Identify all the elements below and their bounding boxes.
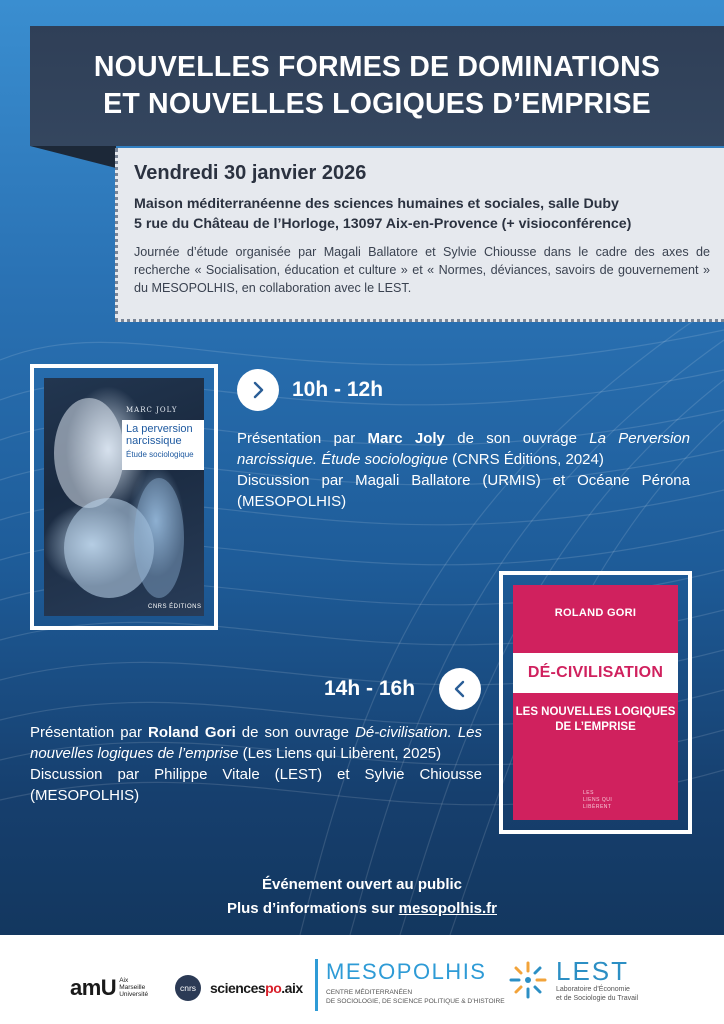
event-date: Vendredi 30 janvier 2026 — [134, 162, 367, 184]
mesopolhis-name: MESOPOLHIS — [326, 959, 487, 984]
book2-subtitle-line-2: DE L’EMPRISE — [555, 721, 636, 733]
amu-sub-2: Marseille — [119, 984, 146, 991]
cover-art-shape — [134, 478, 184, 598]
session2-work: Dé-civilisation. Les nouvelles logiques de l’emprise — [30, 724, 482, 762]
venue-line-2: 5 rue du Château de l’Horloge, 13097 Aix-en-Provence (+ visioconférence) — [134, 216, 632, 232]
session2-speaker: Roland Gori — [148, 724, 236, 741]
book2-subtitle-line-1: LES NOUVELLES LOGIQUES — [515, 706, 676, 718]
banner-fold — [30, 146, 116, 168]
session1-after: (CNRS Éditions, 2024) — [447, 451, 604, 468]
amu-sub-1: Aix — [119, 977, 129, 984]
book2-publisher — [583, 790, 612, 811]
mesopolhis-link[interactable]: mesopolhis.fr — [398, 900, 498, 917]
session1-time: 10h - 12h — [292, 378, 384, 401]
book2-subtitle — [513, 705, 678, 735]
book2-publisher-line-1: LES — [583, 790, 594, 796]
book1-publisher: CNRS ÉDITIONS — [148, 604, 202, 610]
venue-line-1: Maison méditerranéenne des sciences humaines et sociales, salle Duby — [134, 196, 619, 212]
session1-intro: Présentation par — [237, 430, 368, 447]
lest-sub-1: Laboratoire d’Économie — [556, 986, 630, 993]
book-cover-frame-1 — [30, 364, 218, 630]
session2-mid: de son ouvrage — [235, 724, 356, 741]
book1-title — [126, 423, 193, 447]
book1-title-line-1: La perversion — [126, 423, 193, 435]
mesopolhis-logo — [315, 959, 505, 1011]
amu-logo-text — [119, 977, 148, 998]
event-info-box — [115, 148, 724, 322]
book1-title-line-2: narcissique — [126, 435, 182, 447]
cover-art-shape — [54, 398, 124, 508]
lest-logo — [508, 957, 638, 1003]
title-banner — [30, 26, 724, 146]
lest-sub-2: et de Sociologie du Travail — [556, 995, 639, 1002]
mesopolhis-sub-2: DE SOCIOLOGIE, DE SCIENCE POLITIQUE & D’HISTOIRE — [326, 998, 505, 1005]
mesopolhis-sub-1: CENTRE MÉDITERRANÉEN — [326, 989, 413, 996]
more-info-prefix: Plus d’informations sur — [226, 900, 399, 917]
scpo-part-c: .aix — [281, 980, 303, 996]
book1-author: MARC JOLY — [126, 406, 178, 414]
book-cover-frame-2 — [499, 571, 692, 834]
lest-sub — [556, 985, 638, 1003]
session2-description — [30, 722, 482, 806]
more-info-text — [0, 900, 724, 917]
chevron-left-icon — [439, 668, 481, 710]
amu-logo-mark: amU — [70, 975, 117, 1000]
page-title-line-1: NOUVELLES FORMES DE DOMINATIONS — [93, 51, 661, 83]
book2-author: ROLAND GORI — [554, 607, 637, 619]
session1-mid: de son ouvrage — [444, 430, 590, 447]
amu-sub-3: Université — [119, 991, 149, 998]
book2-publisher-line-2: LIENS QUI — [583, 797, 613, 803]
session2-intro: Présentation par — [30, 724, 149, 741]
session2-discussion: Discussion par Philippe Vitale (LEST) et Sylvie Chiousse (MESOPOLHIS) — [30, 766, 482, 804]
book1-subtitle: Étude sociologique — [126, 450, 194, 459]
session1-speaker: Marc Joly — [367, 430, 445, 447]
amu-logo — [70, 975, 148, 1001]
book-cover-de-civilisation — [513, 585, 678, 820]
lest-name: LEST — [556, 956, 630, 986]
sciencespo-aix-logo — [210, 980, 303, 996]
chevron-right-icon — [237, 369, 279, 411]
partner-logos-band — [0, 935, 724, 1024]
scpo-part-a: sciences — [210, 980, 266, 996]
event-description: Journée d’étude organisée par Magali Ballatore et Sylvie Chiousse dans le cadre des axes de recherche « Socialisation, éducation et culture » et « Normes, déviances, savoirs de gouvernement » du MESOPOLHIS, en collaboration avec le LEST. — [134, 245, 710, 295]
session2-time: 14h - 16h — [324, 677, 416, 700]
mesopolhis-bar — [315, 959, 318, 1011]
session2-after: (Les Liens qui Libèrent, 2025) — [238, 745, 442, 762]
session1-discussion: Discussion par Magali Ballatore (URMIS) et Océane Pérona (MESOPOLHIS) — [237, 472, 690, 510]
book2-title-band — [513, 653, 678, 693]
book-cover-perversion-narcissique — [44, 378, 204, 616]
scpo-part-b: po — [265, 980, 282, 996]
page-title-line-2: ET NOUVELLES LOGIQUES D’EMPRISE — [103, 88, 651, 120]
open-to-public-text: Événement ouvert au public — [261, 876, 463, 893]
session1-description — [237, 428, 690, 512]
session1-work: La Perversion narcissique. Étude sociologique — [237, 430, 690, 468]
mesopolhis-sub — [326, 988, 505, 1006]
lest-burst-icon — [508, 960, 548, 1000]
book2-publisher-line-3: LIBÈRENT — [583, 804, 612, 810]
book2-title: DÉ-CIVILISATION — [527, 664, 664, 681]
cnrs-logo: cnrs — [175, 975, 201, 1001]
